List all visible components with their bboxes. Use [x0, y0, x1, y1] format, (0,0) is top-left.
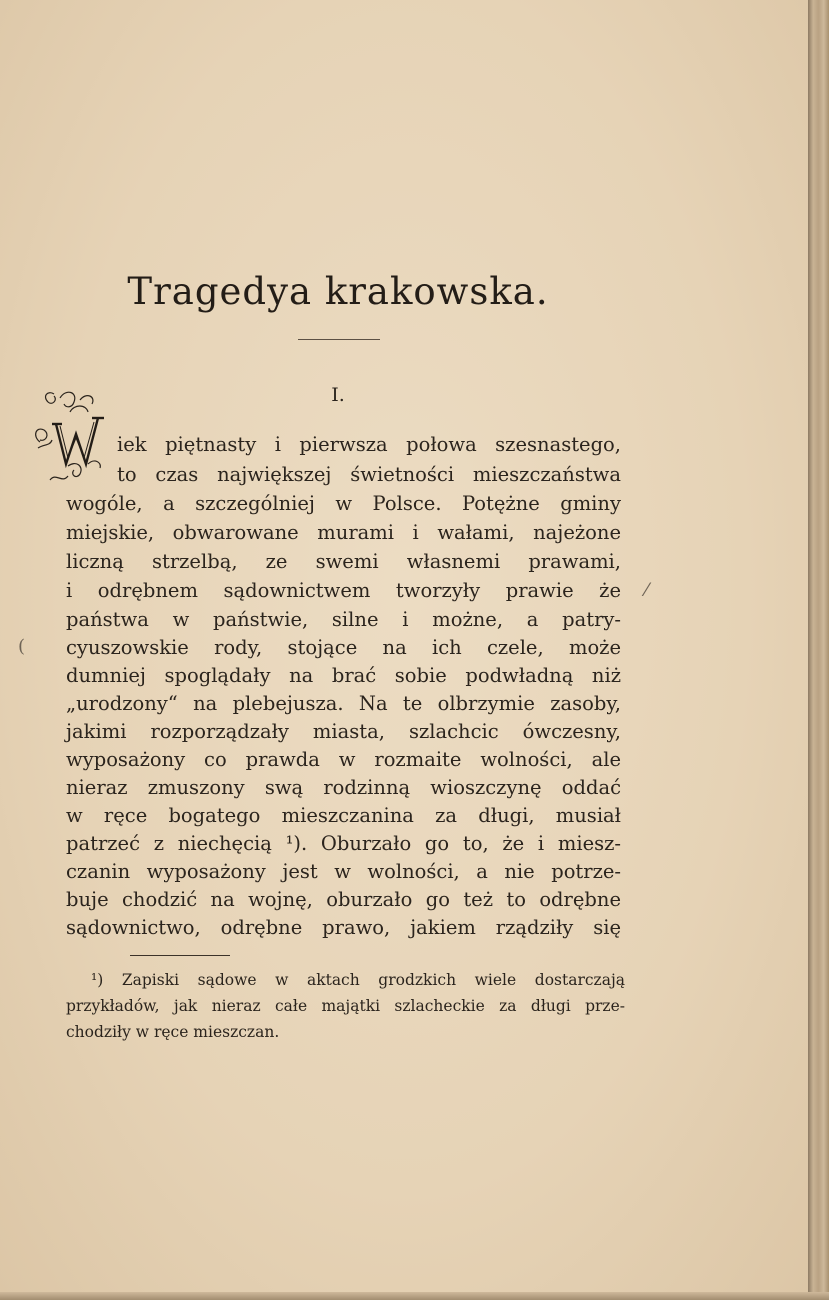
section-number: I. — [331, 384, 345, 406]
dropcap-letter: W — [30, 386, 32, 387]
footnote-line: chodziły w ręce mieszczan. — [66, 1023, 280, 1041]
pencil-mark: ( — [18, 636, 26, 657]
text-line: buje chodzić na wojnę, oburzało go też to odrębne — [66, 888, 621, 911]
ornamental-initial-w-icon — [30, 386, 118, 492]
text-line: miejskie, obwarowane murami i wałami, najeżone — [66, 521, 621, 544]
text-line: cyuszowskie rody, stojące na ich czele, może — [66, 636, 621, 659]
text-line: iek piętnasty i pierwsza połowa szesnastego, — [117, 433, 621, 456]
text-line: w ręce bogatego mieszczanina za długi, musiał — [66, 804, 621, 827]
pencil-mark: ⁄ — [645, 580, 649, 601]
ornamental-initial — [30, 386, 118, 492]
text-line: czanin wyposażony jest w wolności, a nie potrze- — [66, 860, 621, 883]
text-line: to czas największej świetności mieszczaństwa — [117, 463, 621, 486]
title-divider — [298, 339, 380, 340]
text-line: nieraz zmuszony swą rodzinną wioszczynę oddać — [66, 776, 621, 799]
footnote-divider — [130, 955, 230, 956]
text-line: wogóle, a szczególniej w Polsce. Potężne gminy — [66, 492, 621, 515]
text-line: sądownictwo, odrębne prawo, jakiem rządziły się — [66, 916, 621, 939]
footnote-line: przykładów, jak nieraz całe majątki szlacheckie za długi prze- — [66, 997, 625, 1015]
text-line: i odrębnem sądownictwem tworzyły prawie że — [66, 579, 621, 602]
text-line: wyposażony co prawda w rozmaite wolności, ale — [66, 748, 621, 771]
text-line: „urodzony“ na plebejusza. Na te olbrzymie zasoby, — [66, 692, 621, 715]
text-line: jakimi rozporządzały miasta, szlachcic ówczesny, — [66, 720, 621, 743]
book-page-edge — [808, 0, 829, 1300]
text-line: liczną strzelbą, ze swemi własnemi prawami, — [66, 550, 621, 573]
book-bottom-edge — [0, 1292, 829, 1300]
text-line: państwa w państwie, silne i możne, a patry- — [66, 608, 621, 631]
chapter-title: Tragedya krakowska. — [127, 270, 549, 313]
text-line: dumniej spoglądały na brać sobie podwładną niż — [66, 664, 621, 687]
footnote-line: ¹) Zapiski sądowe w aktach grodzkich wiele dostarczają — [91, 971, 625, 989]
text-line: patrzeć z niechęcią ¹). Oburzało go to, że i miesz- — [66, 832, 621, 855]
